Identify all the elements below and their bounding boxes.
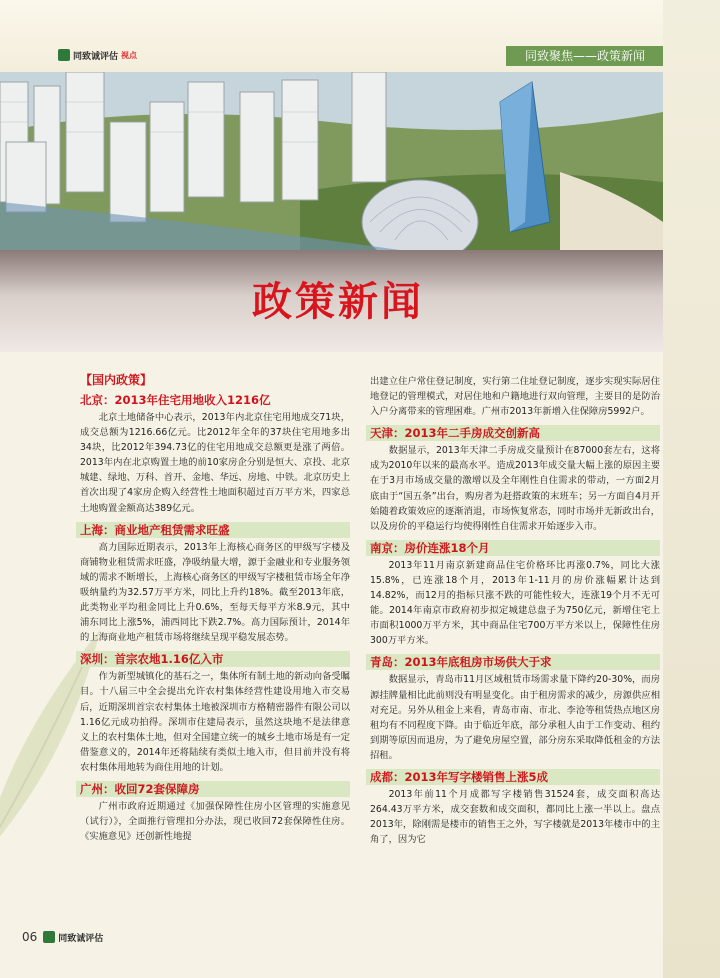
- city-rendering: [0, 72, 663, 250]
- logo-icon: [43, 931, 55, 943]
- article-title: 北京：2013年住宅用地收入1216亿: [80, 393, 271, 407]
- article-body: 广州市政府近期通过《加强保障性住房小区管理的实施意见（试行）》，全面推行管理扣分办法，现已收回72套保障性住房。《实施意见》还创新性地提: [80, 800, 350, 843]
- article-title: 天津：2013年二手房成交创新高: [366, 425, 660, 441]
- page-title: 政策新闻: [252, 278, 424, 325]
- section-tab: 同致聚焦——政策新闻: [506, 46, 664, 66]
- logo-text: 同致诚评估: [73, 51, 119, 62]
- left-column: [80, 372, 350, 850]
- right-column: [370, 374, 660, 853]
- article: [80, 522, 350, 646]
- article-title: 南京：房价连涨18个月: [366, 540, 660, 556]
- logo-icon: [58, 49, 70, 61]
- logo-sub: 视点: [121, 50, 138, 60]
- article-body: 2013年11月南京新建商品住宅价格环比再涨0.7%，同比大涨15.8%，已连涨18个月，2013年1-11月的房价涨幅累计达到14.82%，而12月的指标只涨不跌的可能性较大，连涨19个月不无可能。2014年南京市政府初步拟定城建总盘子为750亿元，新增住宅上市面积1000万平方米，其中商品住宅700万平方米以上，保障性住房300万平方米。: [370, 559, 660, 647]
- article-title: 广州：收回72套保障房: [76, 781, 350, 797]
- article: [370, 540, 660, 649]
- header-logo: [58, 48, 137, 62]
- article-body: 2013年前11个月成都写字楼销售31524套，成交面积高达264.43万平方米，成交套数和成交面积，都同比上涨一半以上。盘点2013年，除刚需是楼市的销售王之外，写字楼就是2013年楼市中的主角了，因为它: [370, 788, 660, 846]
- page-footer: [22, 930, 103, 944]
- article-body: 北京土地储备中心表示，2013年内北京住宅用地成交71块，成交总额为1216.66亿元。比2012年全年的37块住宅用地多出34块，比2012年394.73亿的住宅用地成交总额更是涨了两倍。2013年内在北京购置土地的前10家房企分别是恒大、京投、北京城建、绿地、万科、首开、金地、华远、房地、中铁。北京历史上首次出现了4家房企购入经营性土地面积超过百万平方米，四家总土地购置金额高达389亿元。: [80, 412, 350, 514]
- article-body: 数据显示，2013年天津二手房成交量预计在87000套左右，这将成为2010年以来的最高水平。造成2013年成交量大幅上涨的原因主要在于3月市场成交量的激增以及全年刚性自住需求的带动，一方面2月底由于“国五条”出台，购房者为赶搭政策的末班车；另一方面自4月开始随着政策效应的逐渐消退，市场恢复常态，同时市场并无新政出台，以及房价的平稳运行均使得刚性自住需求开始逐步入市。: [370, 445, 660, 532]
- article: [370, 769, 660, 847]
- article-title: 深圳：首宗农地1.16亿入市: [76, 651, 350, 667]
- article: [370, 425, 660, 534]
- right-margin-strip: [663, 0, 720, 978]
- article: [80, 651, 350, 775]
- article-body: 作为新型城镇化的基石之一，集体所有制土地的新动向备受瞩目。十八届三中全会提出允许农村集体经营性建设用地入市交易后，近期深圳首宗农村集体土地被深圳市方格精密器件有限公司以1.16亿元成功拍得。深圳市住建局表示，虽然这块地不是法律意义上的农村集体土地，但对全国建立统一的城乡土地市场是有一定借鉴意义的，2014年还将陆续有类似土地入市，但目前并没有将农村集体用地转为商住用地的计划。: [80, 671, 350, 773]
- article-title: 上海：商业地产租赁需求旺盛: [76, 522, 350, 538]
- article-body: 高力国际近期表示，2013年上海核心商务区的甲级写字楼及商铺物业租赁需求旺盛，净吸纳量大增，源于金融业和专业服务领域的需求不断增长，上海核心商务区的甲级写字楼租赁市场全年净吸纳量约为32.57万平方米，同比上升约18%。截至2013年底，此类物业平均租金同比上升0.6%，至每天每平方米8.9元，其中浦东同比上涨5%，浦西同比下跌2.7%。高力国际预计，2014年的上海商业地产租赁市场将继续呈现平稳发展态势。: [80, 541, 350, 644]
- article: [80, 392, 350, 516]
- hero-image: [0, 72, 663, 250]
- article: [80, 781, 350, 844]
- article-title: 青岛：2013年底租房市场供大于求: [366, 654, 660, 670]
- section-label: 【国内政策】: [80, 373, 153, 387]
- footer-logo-text: 同致诚评估: [58, 933, 104, 944]
- article: [370, 654, 660, 763]
- article-title: 成都：2013年写字楼销售上涨5成: [366, 769, 660, 785]
- footer-logo: [43, 931, 103, 944]
- page-number: 06: [22, 930, 38, 944]
- article-body: 数据显示，青岛市11月区域租赁市场需求量下降约20-30%，而房源挂牌量相比此前则没有明显变化。由于租房需求的减少，房源供应相对充足。另外从租金上来看，青岛市南、市北、李沧等租赁热点地区房租均有不同程度下降。由于临近年底，部分承租人由于工作变动、租约到期等原因而退房，为了避免房屋空置，部分房东采取降低租金的方法招租。: [370, 674, 660, 761]
- article-body-continued: 出建立住户常住登记制度，实行第二住址登记制度，逐步实现实际居住地登记的管理模式，对居住地和户籍地进行双向管理，主要目的是防治入户分离带来的管理困难。广州市2013年新增入住保障房5992户。: [370, 376, 660, 418]
